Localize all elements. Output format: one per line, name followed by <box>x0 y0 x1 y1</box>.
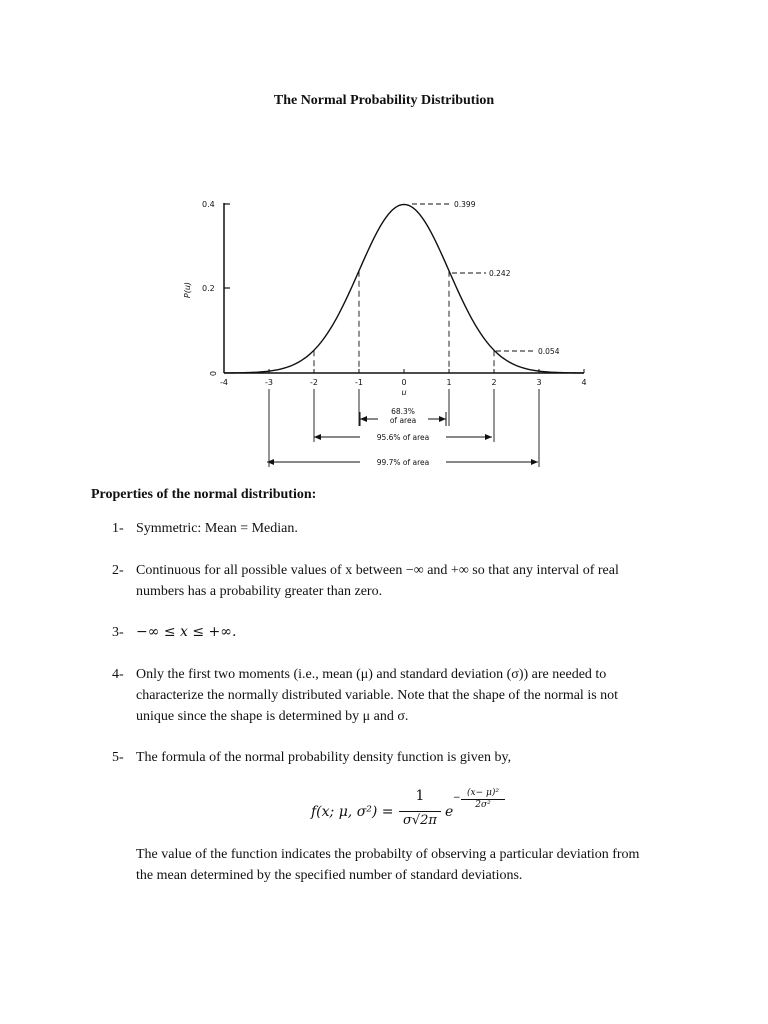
closing-paragraph <box>136 844 680 886</box>
list-text: Continuous for all possible values of x between −∞ and +∞ so that any interval of real <box>136 563 619 578</box>
y-tick-label-0: 0 <box>208 371 217 377</box>
formula-base: e <box>445 804 454 820</box>
x-tick-label: 2 <box>491 378 497 387</box>
area-68-label-line1: 68.3% <box>391 407 415 416</box>
list-text: Symmetric: Mean = Median. <box>136 521 298 536</box>
list-text: −∞ ≤ x ≤ +∞. <box>136 624 237 640</box>
y-axis-label: P(u) <box>183 281 192 299</box>
list-number: 3- <box>112 625 124 640</box>
formula-numerator: 1 <box>415 788 425 804</box>
formula-lhs: f(x; μ, σ²) = <box>311 804 394 820</box>
exponent-numerator: (x− μ)² <box>467 788 499 798</box>
area-68-label-line2: of area <box>389 416 417 425</box>
list-text: numbers has a probability greater than zero. <box>136 584 383 599</box>
x-tick-label: 3 <box>536 378 542 387</box>
area-99-label: 99.7% of area <box>376 458 430 467</box>
page-title: The Normal Probability Distribution <box>273 93 495 108</box>
list-number: 4- <box>112 667 124 682</box>
closing-line: the mean determined by the specified number of standard deviations. <box>136 868 523 883</box>
formula-fraction-bar <box>399 811 441 812</box>
exponent-minus: − <box>453 793 461 803</box>
x-tick-label: -3 <box>265 378 273 387</box>
x-tick-label: -1 <box>355 378 363 387</box>
x-tick-label: -4 <box>220 378 228 387</box>
exponent-denominator: 2σ² <box>475 800 491 810</box>
formula-denominator: σ√2π <box>403 813 437 828</box>
x-ticks <box>220 369 587 387</box>
list-text: The formula of the normal probability density function is given by, <box>136 750 512 765</box>
x-tick-label: 1 <box>446 378 452 387</box>
x-tick-label: 0 <box>401 378 407 387</box>
normal-curve <box>224 204 584 372</box>
x-tick-label: 4 <box>581 378 587 387</box>
x-tick-label: -2 <box>310 378 318 387</box>
one-sigma-value-label: 0.242 <box>489 269 511 278</box>
y-tick-label-0.2: 0.2 <box>202 284 215 293</box>
list-text: unique since the shape is determined by μ and σ. <box>136 709 409 724</box>
list-text: Only the first two moments (i.e., mean (μ) and standard deviation (σ)) are needed to <box>136 667 607 682</box>
area-95-label: 95.6% of area <box>376 433 430 442</box>
normal-distribution-figure <box>180 190 600 480</box>
peak-value-label: 0.399 <box>454 200 476 209</box>
list-text: characterize the normally distributed variable. Note that the shape of the normal is not <box>136 688 619 703</box>
list-number: 1- <box>112 521 124 536</box>
list-number: 5- <box>112 750 124 765</box>
section-heading: Properties of the normal distribution: <box>91 487 317 502</box>
y-tick-label-0.4: 0.4 <box>202 200 215 209</box>
two-sigma-value-label: 0.054 <box>538 347 560 356</box>
x-axis-label: u <box>401 388 407 397</box>
list-number: 2- <box>112 563 124 578</box>
closing-line: The value of the function indicates the probabilty of observing a particular deviation from <box>136 847 640 862</box>
